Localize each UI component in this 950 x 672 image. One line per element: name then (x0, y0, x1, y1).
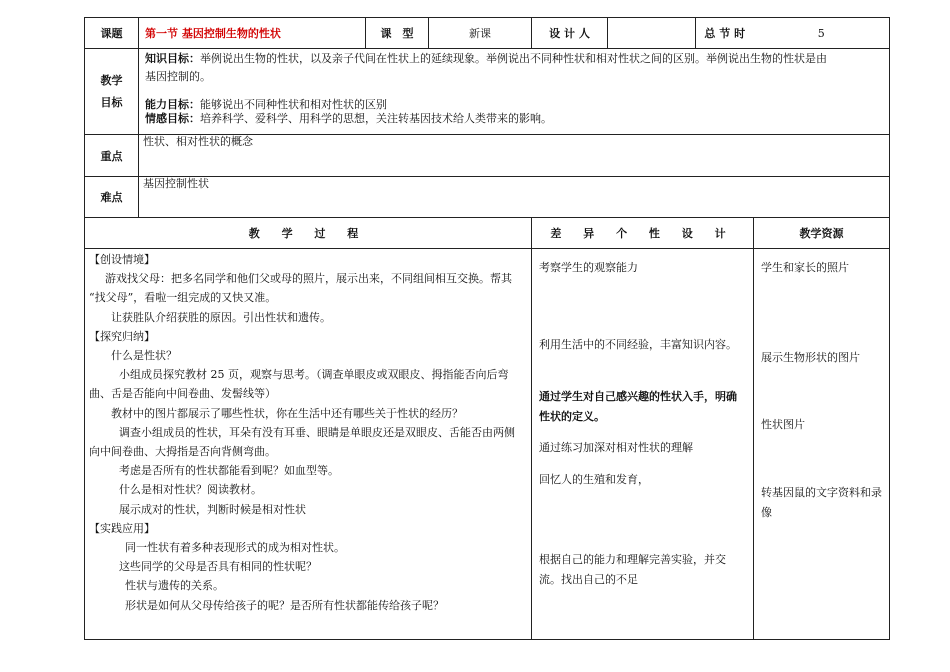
designer-label: 设 计 人 (532, 18, 608, 49)
process-line: 向中间卷曲、大拇指是否向背侧弯曲。 (89, 445, 276, 459)
hours-value: 5 (754, 18, 890, 49)
emotion-text: 培养科学、爱科学、用科学的思想，关注转基因技术给人类带来的影响。 (200, 112, 552, 125)
ability-text: 能够说出不同种性状和相对性状的区别 (200, 98, 387, 111)
process-cell (85, 249, 532, 640)
process-line: 曲、舌是否能向中间卷曲、发髻线等） (89, 387, 276, 401)
type-value: 新课 (429, 18, 532, 49)
lesson-title: 第一节 基因控制生物的性状 (139, 18, 366, 49)
resource-item: 学生和家长的照片 (761, 261, 849, 274)
key-point-text: 性状、相对性状的概念 (139, 135, 890, 177)
process-line: 调查小组成员的性状，耳朵有没有耳垂、眼睛是单眼皮还是双眼皮、舌能否由两侧 (119, 425, 515, 439)
resources-column-header: 教学资源 (754, 218, 890, 249)
process-column-header: 教 学 过 程 (85, 218, 532, 249)
resource-item: 性状图片 (761, 418, 805, 431)
lesson-label: 课题 (85, 18, 139, 49)
process-line: 同一性状有着多种表现形式的成为相对性状。 (125, 541, 345, 555)
diff-note: 回忆人的生殖和发育， (539, 473, 649, 486)
resource-item: 转基因鼠的文字资料和录像 (761, 486, 882, 519)
lesson-plan-table (84, 17, 890, 640)
key-point-label: 重点 (85, 135, 139, 177)
difficulty-row (85, 177, 890, 218)
knowledge-text-1: 举例说出生物的性状，以及亲子代间在性状上的延续现象。举例说出不同种性状和相对性状之间的区别。举例说出生物的性状是由 (200, 52, 827, 65)
goals-label (85, 49, 139, 135)
process-line: 性状与遗传的关系。 (125, 579, 224, 593)
content-row (85, 249, 890, 640)
knowledge-goal (145, 50, 883, 68)
process-line: 让获胜队介绍获胜的原因。引出性状和遗传。 (111, 310, 331, 324)
process-line: 考虑是否所有的性状都能看到呢？如血型等。 (119, 464, 339, 478)
goals-content (139, 49, 890, 135)
knowledge-text-2: 基因控制的。 (145, 70, 211, 83)
emotion-label: 情感目标： (145, 112, 200, 125)
designer-value (608, 18, 696, 49)
section-scenario: 【创设情境】 (89, 253, 155, 266)
process-line: 这些同学的父母是否具有相同的性状呢？ (119, 560, 317, 574)
diff-note: 利用生活中的不同经验，丰富知识内容。 (539, 338, 737, 351)
process-line: 小组成员探究教材 25 页，观察与思考。（调查单眼皮或双眼皮、拇指能否向后弯 (119, 368, 509, 382)
difficulty-text: 基因控制性状 (139, 177, 890, 218)
section-explore: 【探究归纳】 (89, 329, 155, 343)
type-label: 课 型 (366, 18, 429, 49)
column-header-row (85, 218, 890, 249)
goals-label-line2: 目标 (100, 95, 123, 109)
diff-note-bold: 通过学生对自己感兴趣的性状入手，明确性状的定义。 (539, 390, 737, 423)
diff-note: 根据自己的能力和理解完善实验，并交流。找出自己的不足 (539, 553, 726, 586)
diff-note: 通过练习加深对相对性状的理解 (539, 441, 693, 454)
emotion-goal (145, 112, 883, 126)
knowledge-label: 知识目标： (145, 52, 200, 65)
process-line: 形状是如何从父母传给孩子的呢？是否所有性状都能传给孩子呢？ (125, 598, 444, 612)
key-point-row (85, 135, 890, 177)
goals-label-line1: 教学 (100, 73, 123, 87)
header-row (85, 18, 890, 49)
diff-column-header: 差 异 个 性 设 计 (532, 218, 754, 249)
ability-label: 能力目标： (145, 98, 200, 111)
process-line: “找父母”，看啦一组完成的又快又准。 (89, 291, 277, 305)
process-line: 什么是相对性状？阅读教材。 (119, 483, 262, 497)
ability-goal (145, 98, 883, 112)
section-practice: 【实践应用】 (89, 521, 155, 535)
process-line: 什么是性状？ (111, 349, 177, 363)
hours-label: 总 节 时 (696, 18, 754, 49)
process-line: 游戏找父母：把多名同学和他们父或母的照片，展示出来，不同组间相互交换。帮其 (105, 272, 512, 286)
diff-note: 考察学生的观察能力 (539, 261, 638, 274)
process-line: 教材中的图片都展示了哪些性状，你在生活中还有哪些关于性状的经历？ (111, 406, 463, 420)
process-line: 展示成对的性状，判断时候是相对性状 (119, 502, 306, 516)
diff-design-cell (532, 249, 754, 640)
difficulty-label: 难点 (85, 177, 139, 218)
resource-item: 展示生物形状的图片 (761, 351, 860, 364)
resources-cell (754, 249, 890, 640)
goals-row (85, 49, 890, 135)
